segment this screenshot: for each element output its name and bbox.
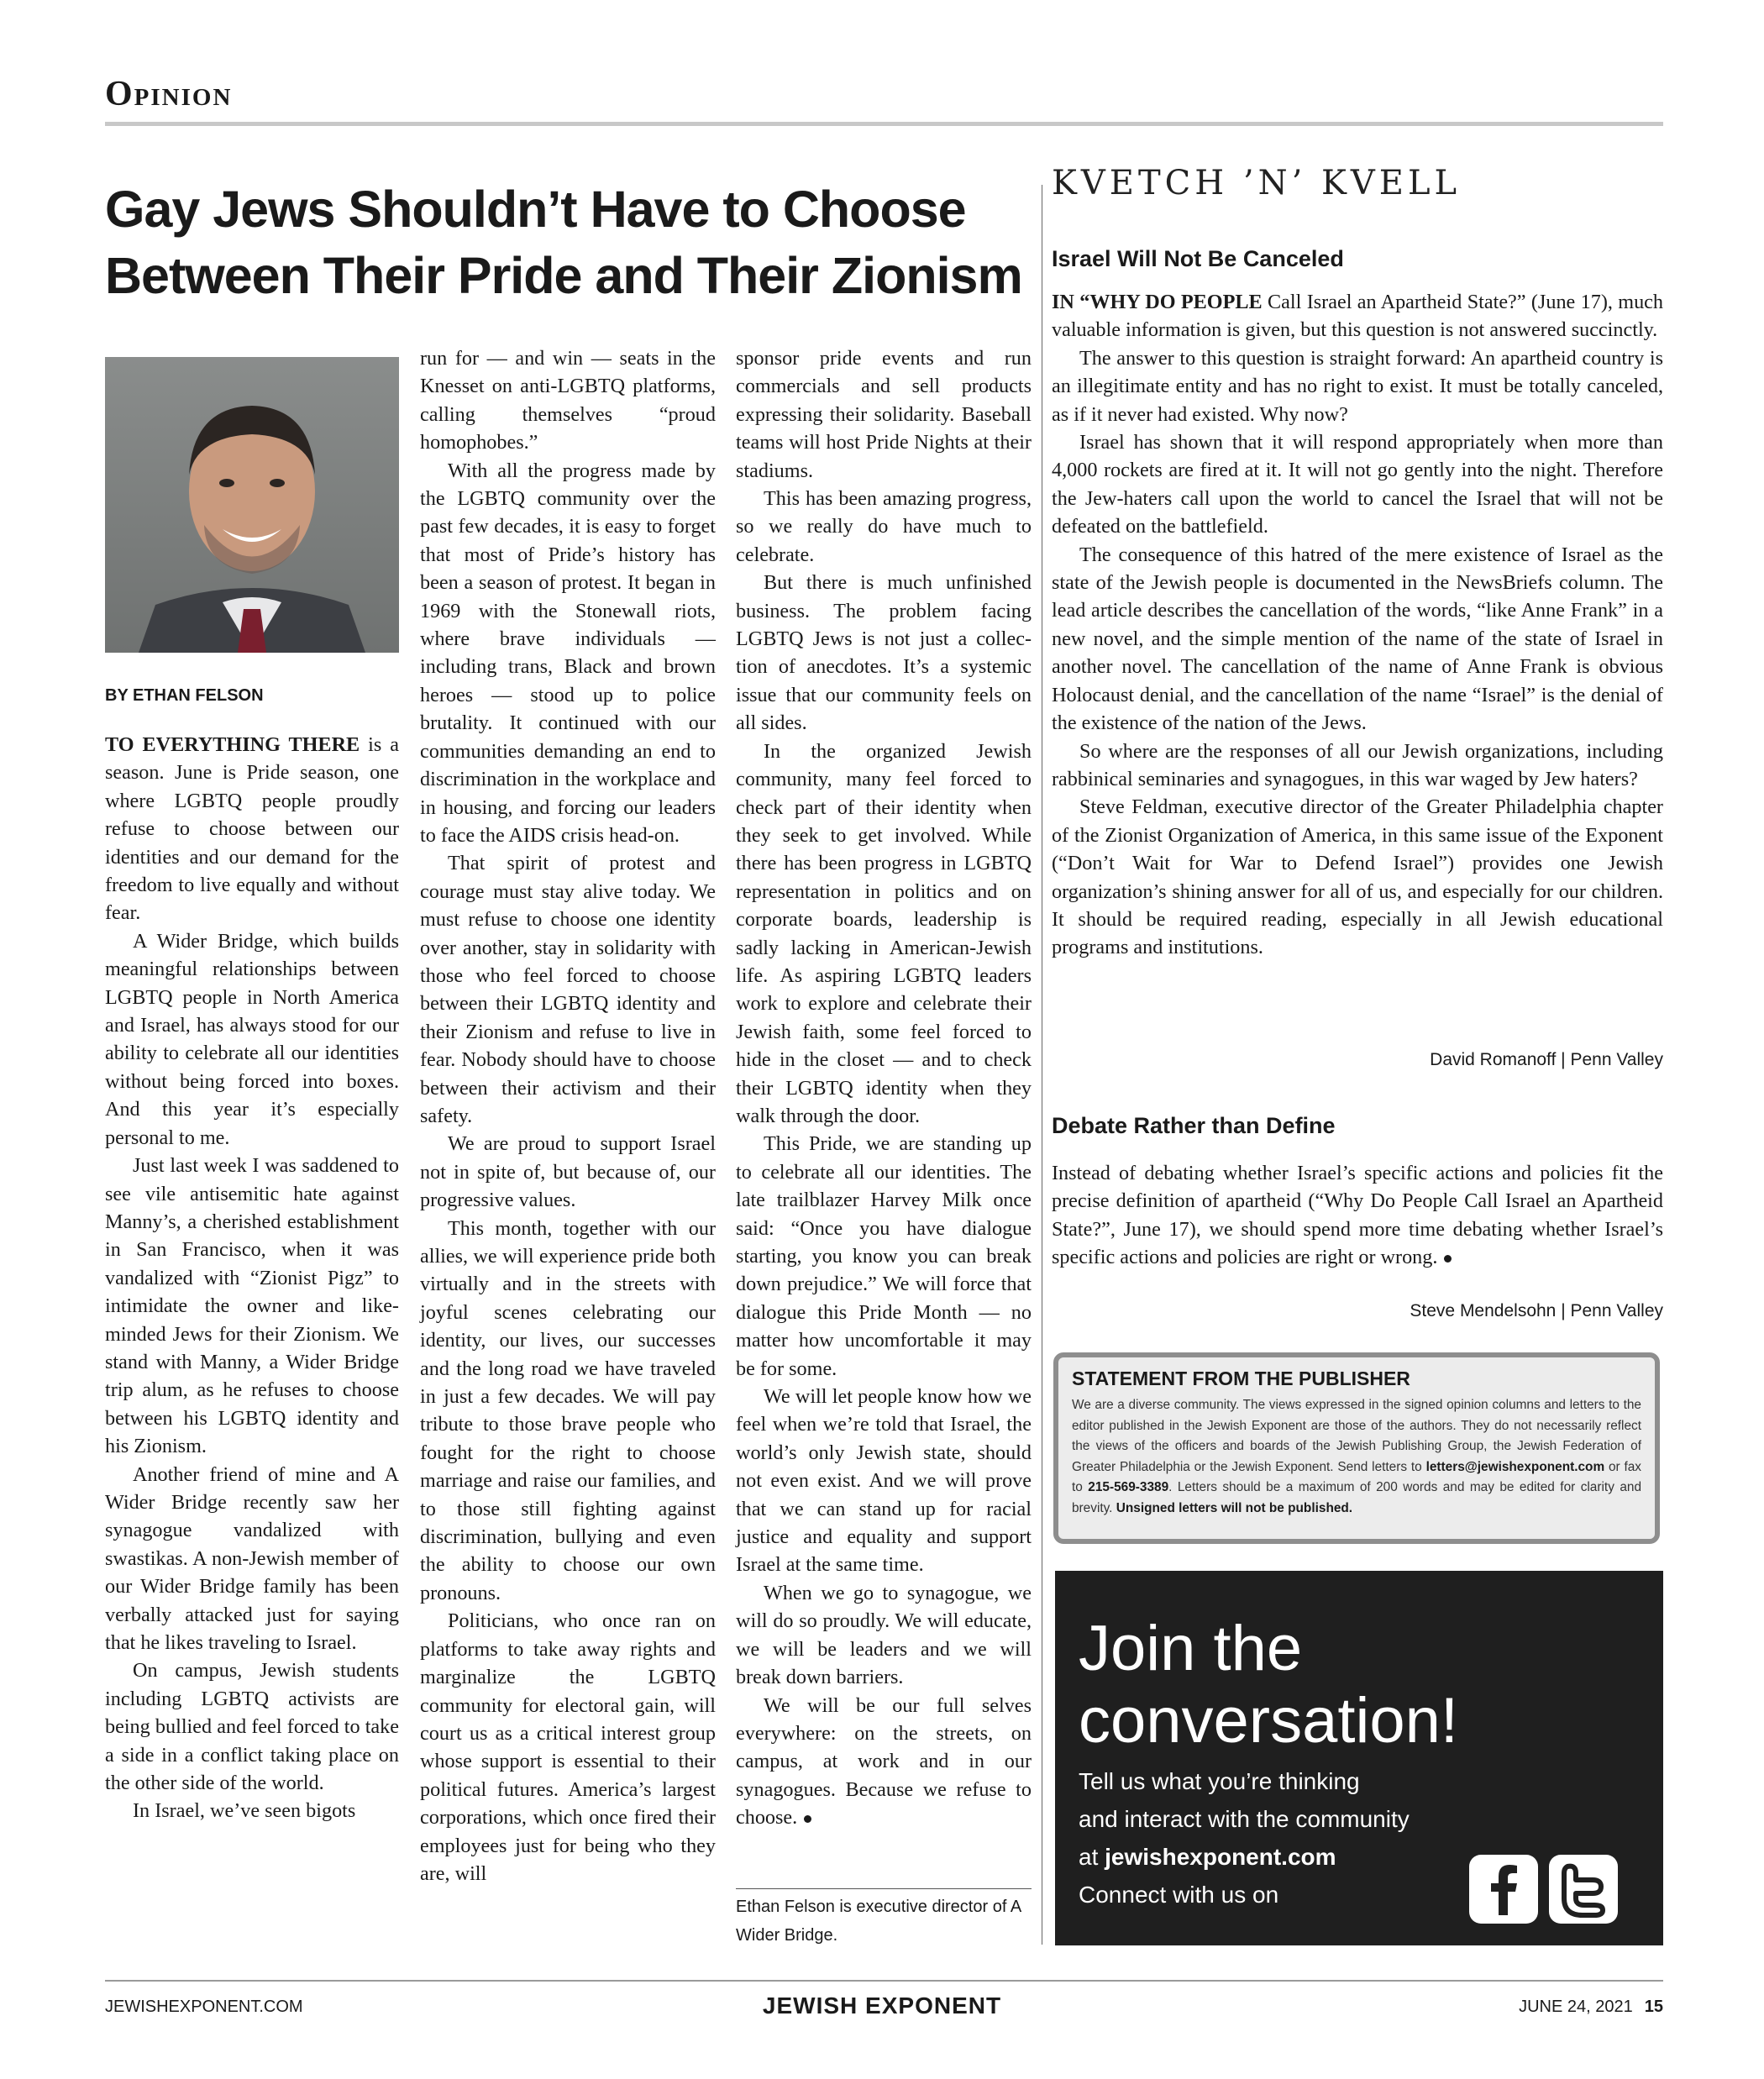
article-paragraph: run for — and win — seats in the Knesset on anti-LGBTQ platforms, calling themselves “proud homophobes.” [420, 347, 716, 454]
article-paragraph: We will let people know how we feel when we’re told that Israel, the world’s only Jewish state, should not even exist. And we will prove that we can stand up for racial justice and equality and support Israel at the same time. [736, 1385, 1032, 1577]
letter-paragraph: Steve Feldman, executive director of the Greater Philadelphia chapter of the Zionist Organization of America, in this same issue of the Exponent (“Don’t Wait for War to Defend Israel”) provides one Jewish organization’s shining answer for all of us, and especially for our children. It should be required reading, especially in all Jewish educational programs and institutions. [1052, 795, 1663, 959]
statement-text: . Letters should be a maximum of 200 words and may be edited for clarity and brevity. [1072, 1480, 1642, 1515]
statement-text: We are a diverse community. The views expressed in the signed opinion columns and letters to the editor published in the Jewish Exponent are those of the authors. They do not necessarily reflect the views of the officers and boards of the Jewish Publishing Group, the Jewish Federation of Greater Philadelphia or the Jewish Exponent. Send letters to [1072, 1398, 1641, 1474]
article-paragraph [105, 731, 399, 927]
letter-paragraph [1052, 288, 1663, 344]
footer-masthead: JEWISH EXPONENT [762, 1992, 1002, 2019]
article-column-1 [105, 731, 399, 1825]
article-paragraph: When we go to synagogue, we will do so proudly. We will educate, we will be leaders and we will break down barriers. [736, 1581, 1032, 1689]
letter-paragraph: The answer to this question is straight forward: An apartheid country is an illegitimate entity and has no right to exist. It must be totally canceled, as if it never had existed. Why now? [1052, 346, 1663, 426]
statement-text: or fax to [1072, 1459, 1642, 1494]
bio-rule [736, 1888, 1032, 1889]
article-paragraph: But there is much unfinished business. The problem facing LGBTQ Jews is not just a collection of anecdotes. It’s a systemic issue that our community feels on all sides. [736, 571, 1032, 735]
article-column-2 [420, 344, 716, 1887]
letter-paragraph [1052, 1159, 1663, 1272]
article-paragraph: That spirit of protest and courage must stay alive today. We must refuse to choose one identity over another, stay in solidarity with those who feel forced to choose between their LGBTQ identity and their Zionism and refuse to live in fear. Nobody should have to choose between their activism and their safety. [420, 852, 716, 1127]
letter-signature: David Romanoff | Penn Valley [1430, 1050, 1663, 1069]
join-headline [1079, 1613, 1458, 1757]
join-headline-line: Join the [1079, 1613, 1303, 1684]
end-mark-icon [804, 1815, 811, 1823]
letter-lead-in: IN “WHY DO PEOPLE [1052, 291, 1263, 313]
letter-body [1052, 1159, 1663, 1272]
article-paragraph: Just last week I was saddened to see vile antisemitic hate against Manny’s, a cherished establishment in San Francisco, when it was vandalized with “Zionist Pigz” to intimidate the owner and like-minded Jews for their Zionism. We stand with Manny, a Wider Bridge trip alum, as he refuses to choose between his LGBTQ identity and his Zionism. [105, 1154, 399, 1458]
letter-heading: Israel Will Not Be Canceled [1052, 246, 1344, 271]
website-link[interactable]: jewishexponent.com [1105, 1844, 1336, 1870]
footer-date: JUNE 24, 2021 [1519, 1998, 1633, 2016]
author-bio: Ethan Felson is executive director of A Wider Bridge. [736, 1898, 1021, 1945]
fax-number: 215-569-3389 [1088, 1480, 1169, 1494]
top-rule [105, 122, 1663, 126]
join-conversation-ad [1055, 1571, 1663, 1945]
facebook-icon[interactable] [1469, 1855, 1538, 1924]
twitter-icon[interactable] [1549, 1855, 1618, 1924]
letter-paragraph: Israel has shown that it will respond appropriately when more than 4,000 rockets are fired at it. It will not go gently into the night. Therefore the Jew-haters call upon the world to cancel the Israel that will not be defeated on the battlefield. [1052, 431, 1663, 538]
author-photo [105, 357, 399, 653]
byline: BY ETHAN FELSON [105, 686, 264, 705]
publisher-statement-box [1053, 1352, 1660, 1544]
publisher-statement-title: STATEMENT FROM THE PUBLISHER [1072, 1368, 1410, 1389]
article-paragraph: sponsor pride events and run commercials and sell products expressing their solidarity. Baseball teams will host Pride Nights at their stadiums. [736, 347, 1032, 482]
footer-date-page [1519, 1998, 1663, 2017]
join-headline-line: conversation! [1079, 1685, 1459, 1756]
article-paragraph: This Pride, we are standing up to celebrate all our identities. The late trailblazer Harvey Milk once said: “Once you have dialogue starting, you know you can break down prejudice.” We will force that dialogue this Pride Month — no matter how uncomfortable it may be for some. [736, 1132, 1032, 1380]
join-text: Connect with us on [1079, 1882, 1279, 1908]
article-paragraph: Another friend of mine and A Wider Bridge recently saw her synagogue vandalized with swastikas. A non-Jewish member of our Wider Bridge family has been verbally attacked just for saying that he likes traveling to Israel. [105, 1462, 399, 1654]
article-paragraph: With all the progress made by the LGBTQ community over the past few decades, it is easy to forget that most of Pride’s history has been a season of protest. It began in 1969 with the Stonewall riots, where brave individuals — including trans, Black and brown heroes — stood up to police brutality. It continued with our communities demanding an end to discrimination in the workplace and in housing, and forcing our leaders to face the AIDS crisis head-on. [420, 459, 716, 847]
unsigned-letters-note: Unsigned letters will not be published. [1116, 1500, 1353, 1515]
join-text: and interact with the community [1079, 1806, 1410, 1832]
article-paragraph: In Israel, we’ve seen bigots [133, 1799, 356, 1823]
letter-body [1052, 288, 1663, 962]
article-headline: Gay Jews Shouldn’t Have to Choose Between Their Pride and Their Zionism [105, 181, 1022, 304]
article-text: We will be our full selves everywhere: on the streets, on campus, at work and in our synagogues. Because we refuse to choose. [736, 1693, 1032, 1830]
letter-signature: Steve Mendelsohn | Penn Valley [1410, 1301, 1663, 1320]
join-text: Tell us what you’re thinking [1079, 1768, 1360, 1794]
article-paragraph: A Wider Bridge, which builds meaningful relationships between LGBTQ people in North America and Israel, has always stood for our ability to celebrate all our identities without being forced into boxes. And this year it’s especially personal to me. [105, 929, 399, 1149]
publisher-statement-text [1072, 1395, 1641, 1519]
join-text [1079, 1844, 1336, 1871]
author-portrait-icon [105, 357, 399, 653]
article-paragraph: Politicians, who once ran on platforms to take away rights and marginalize the LGBTQ community for electoral gain, will court us as a critical interest group whose support is essential to their political futures. America’s largest corporations, which once fired their employees just for being who they are, will [420, 1609, 716, 1885]
footer-website[interactable]: JEWISHEXPONENT.COM [105, 1998, 303, 2016]
article-paragraph: In the organized Jewish community, many feel forced to check part of their identity when they seek to get involved. While there has been progress in LGBTQ representation in politics and on corporate boards, leadership is sadly lacking in American-Jewish life. As aspiring LGBTQ leaders work to explore and celebrate their Jewish faith, some feel forced to hide in the closet — and to check their LGBTQ identity when they walk through the door. [736, 739, 1032, 1127]
article-paragraph: This month, together with our allies, we will experience pride both virtually and in the streets with joyful scenes celebrating our identity, our lives, our successes and the long road we have traveled in just a few decades. We will pay tribute to those brave people who fought for the right to choose marriage and raise our families, and to those still fighting against discrimination, bullying and even the ability to choose our own pronouns. [420, 1216, 716, 1604]
letters-email-link[interactable]: letters@jewishexponent.com [1425, 1459, 1605, 1474]
article-text: is a season. June is Pride season, one where LGBTQ people proudly refuse to choose between our identities and our demand for the freedom to live equally and without fear. [105, 733, 400, 925]
letter-text: Instead of debating whether Israel’s specific actions and policies fit the precise definition of apartheid (“Why Do People Call Israel an Apartheid State?”, June 17), we should spend more time debating whether Israel’s specific actions and policies are right or wrong. [1052, 1162, 1663, 1269]
article-column-3 [736, 344, 1032, 1832]
section-title: Opinion [105, 75, 233, 113]
letter-paragraph: The consequence of this hatred of the mere existence of Israel as the state of the Jewish people is documented in the NewsBriefs column. The lead article describes the cancellation of the words, “like Anne Frank” in a new novel, and the simple mention of the name of the state of Israel in another novel. The cancellation of the name of Anne Frank is obvious Holocaust denial, and the cancellation of the name “Israel” is the denial of the existence of the nation of the Jews. [1052, 543, 1663, 735]
letter-heading: Debate Rather than Define [1052, 1113, 1336, 1138]
page-number: 15 [1644, 1998, 1663, 2016]
article-paragraph: On campus, Jewish students including LGBTQ activists are being bullied and feel forced to take a side in a conflict taking place on the other side of the world. [105, 1659, 399, 1795]
article-paragraph [736, 1692, 1032, 1832]
letter-paragraph: So where are the responses of all our Jewish organizations, including rabbinical seminaries and synagogues, in this war waged by Jew haters? [1052, 739, 1663, 790]
article-paragraph: We are proud to support Israel not in spite of, but because of, our progressive values. [420, 1132, 716, 1212]
article-paragraph: This has been amazing progress, so we really do have much to celebrate. [736, 487, 1032, 566]
end-mark-icon [1444, 1255, 1452, 1263]
kvetch-title: KVETCH ’N’ KVELL [1052, 164, 1462, 202]
join-text-prefix: at [1079, 1844, 1099, 1870]
letter-text: Call Israel an Apartheid State?” (June 17), much valuable information is given, but this question is not answered succinctly. [1052, 291, 1664, 342]
bottom-rule [105, 1980, 1663, 1982]
article-lead-in: TO EVERYTHING THERE [105, 733, 360, 756]
